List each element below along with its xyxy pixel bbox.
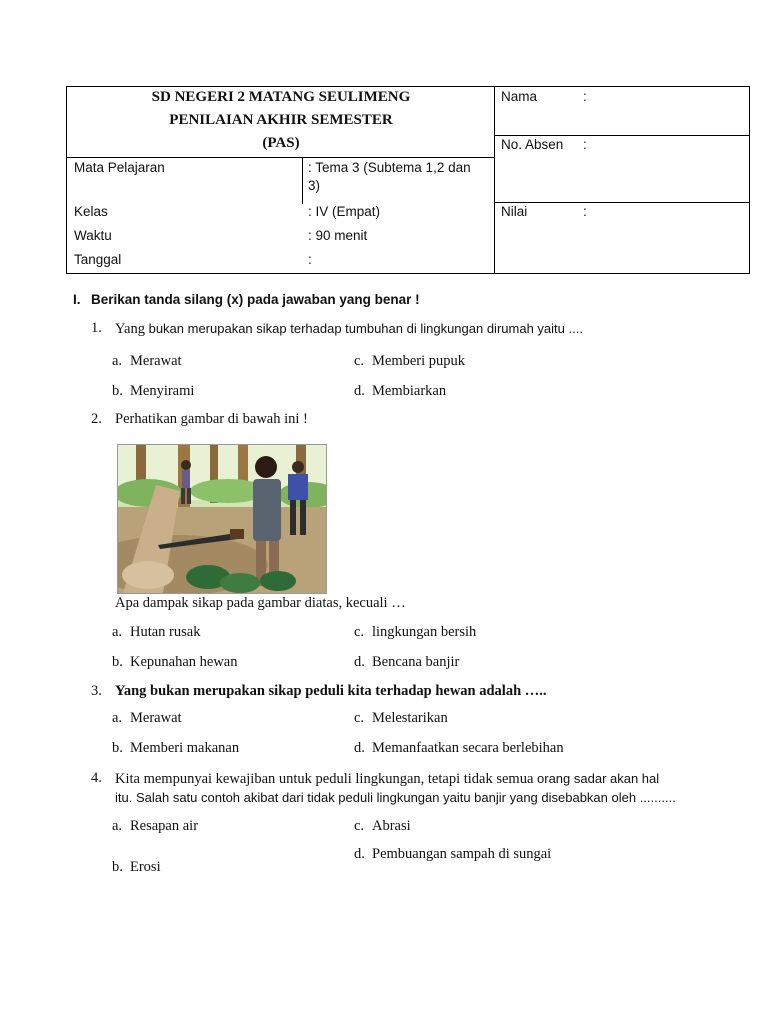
q2-option-d-letter: d.: [354, 654, 365, 670]
q4-option-c-letter: c.: [354, 818, 365, 834]
logging-illustration: [117, 444, 327, 594]
q4-option-b[interactable]: Erosi: [130, 859, 161, 875]
name-label: Nama: [501, 89, 538, 104]
time-label: Waktu: [74, 228, 112, 243]
exam-title: PENILAIAN AKHIR SEMESTER: [169, 112, 393, 128]
q4-option-d[interactable]: Pembuangan sampah di sungai: [372, 846, 552, 862]
q4-text-line2: itu. Salah satu contoh akibat dari tidak peduli lingkungan yaitu banjir yang disebabkan oleh ..........: [115, 790, 676, 805]
q4-option-a[interactable]: Resapan air: [130, 818, 199, 834]
q2-text: Perhatikan gambar di bawah ini !: [115, 411, 308, 427]
absen-colon: :: [583, 137, 587, 152]
q3-option-c[interactable]: Melestarikan: [372, 710, 448, 726]
absen-label: No. Absen: [501, 137, 564, 152]
q4-text-part-b: orang sadar akan hal: [537, 771, 660, 786]
q1-option-a-letter: a.: [112, 353, 123, 369]
q1-option-c-letter: c.: [354, 353, 365, 369]
q3-option-c-letter: c.: [354, 710, 365, 726]
date-value: :: [308, 252, 312, 267]
q4-option-c[interactable]: Abrasi: [372, 818, 411, 834]
q4-option-d-letter: d.: [354, 846, 365, 862]
subject-value: : Tema 3 (Subtema 1,2 dan: [308, 160, 471, 175]
subject-value-cont: 3): [308, 178, 321, 193]
q3-text: Yang bukan merupakan sikap peduli kita terhadap hewan adalah …..: [115, 683, 547, 699]
time-value: : 90 menit: [308, 228, 368, 243]
subject-label: Mata Pelajaran: [74, 160, 165, 175]
q3-number: 3.: [91, 683, 102, 699]
q1-option-a[interactable]: Merawat: [130, 353, 182, 369]
q1-number: 1.: [91, 320, 102, 336]
q3-option-b[interactable]: Memberi makanan: [130, 740, 240, 756]
q2-option-b-letter: b.: [112, 654, 123, 670]
q4-text-part-a: Kita mempunyai kewajiban untuk peduli lingkungan, tetapi tidak semua: [115, 771, 538, 787]
q1-option-b-letter: b.: [112, 383, 123, 399]
q4-option-b-letter: b.: [112, 859, 123, 875]
q2-option-c-letter: c.: [354, 624, 365, 640]
q4-number: 4.: [91, 770, 102, 786]
q3-option-a[interactable]: Merawat: [130, 710, 182, 726]
q2-followup: Apa dampak sikap pada gambar diatas, kecuali …: [115, 595, 406, 611]
q3-option-a-letter: a.: [112, 710, 123, 726]
q1-option-b[interactable]: Menyirami: [130, 383, 195, 399]
q3-option-d[interactable]: Memanfaatkan secara berlebihan: [372, 740, 564, 756]
score-label: Nilai: [501, 204, 528, 219]
q2-option-a[interactable]: Hutan rusak: [130, 624, 201, 640]
class-label: Kelas: [74, 204, 108, 219]
q2-option-a-letter: a.: [112, 624, 123, 640]
q3-option-d-letter: d.: [354, 740, 365, 756]
q4-option-a-letter: a.: [112, 818, 123, 834]
exam-abbr: (PAS): [262, 135, 300, 151]
school-name: SD NEGERI 2 MATANG SEULIMENG: [151, 89, 411, 105]
section-instruction: Berikan tanda silang (x) pada jawaban yang benar !: [91, 292, 420, 307]
q1-text: [115, 320, 583, 338]
q4-text-line1: [115, 770, 659, 788]
q1-text-part-a: Yang: [115, 321, 149, 337]
table-divider-inner: [302, 157, 303, 204]
q1-text-part-b: bukan merupakan sikap terhadap tumbuhan di lingkungan dirumah yaitu ....: [148, 321, 583, 336]
header-table: [66, 86, 750, 274]
class-value: : IV (Empat): [308, 204, 381, 219]
q1-option-d-letter: d.: [354, 383, 365, 399]
q1-option-c[interactable]: Memberi pupuk: [372, 353, 466, 369]
q2-option-c[interactable]: lingkungan bersih: [372, 624, 477, 640]
q2-option-b[interactable]: Kepunahan hewan: [130, 654, 238, 670]
q3-option-b-letter: b.: [112, 740, 123, 756]
date-label: Tanggal: [74, 252, 122, 267]
q2-option-d[interactable]: Bencana banjir: [372, 654, 460, 670]
q1-option-d[interactable]: Membiarkan: [372, 383, 447, 399]
q2-number: 2.: [91, 411, 102, 427]
table-divider-name: [495, 135, 750, 136]
score-colon: :: [583, 204, 587, 219]
table-divider-title: [67, 157, 495, 158]
table-divider-absen: [495, 202, 750, 203]
name-colon: :: [583, 89, 587, 104]
section-number: I.: [73, 292, 81, 307]
